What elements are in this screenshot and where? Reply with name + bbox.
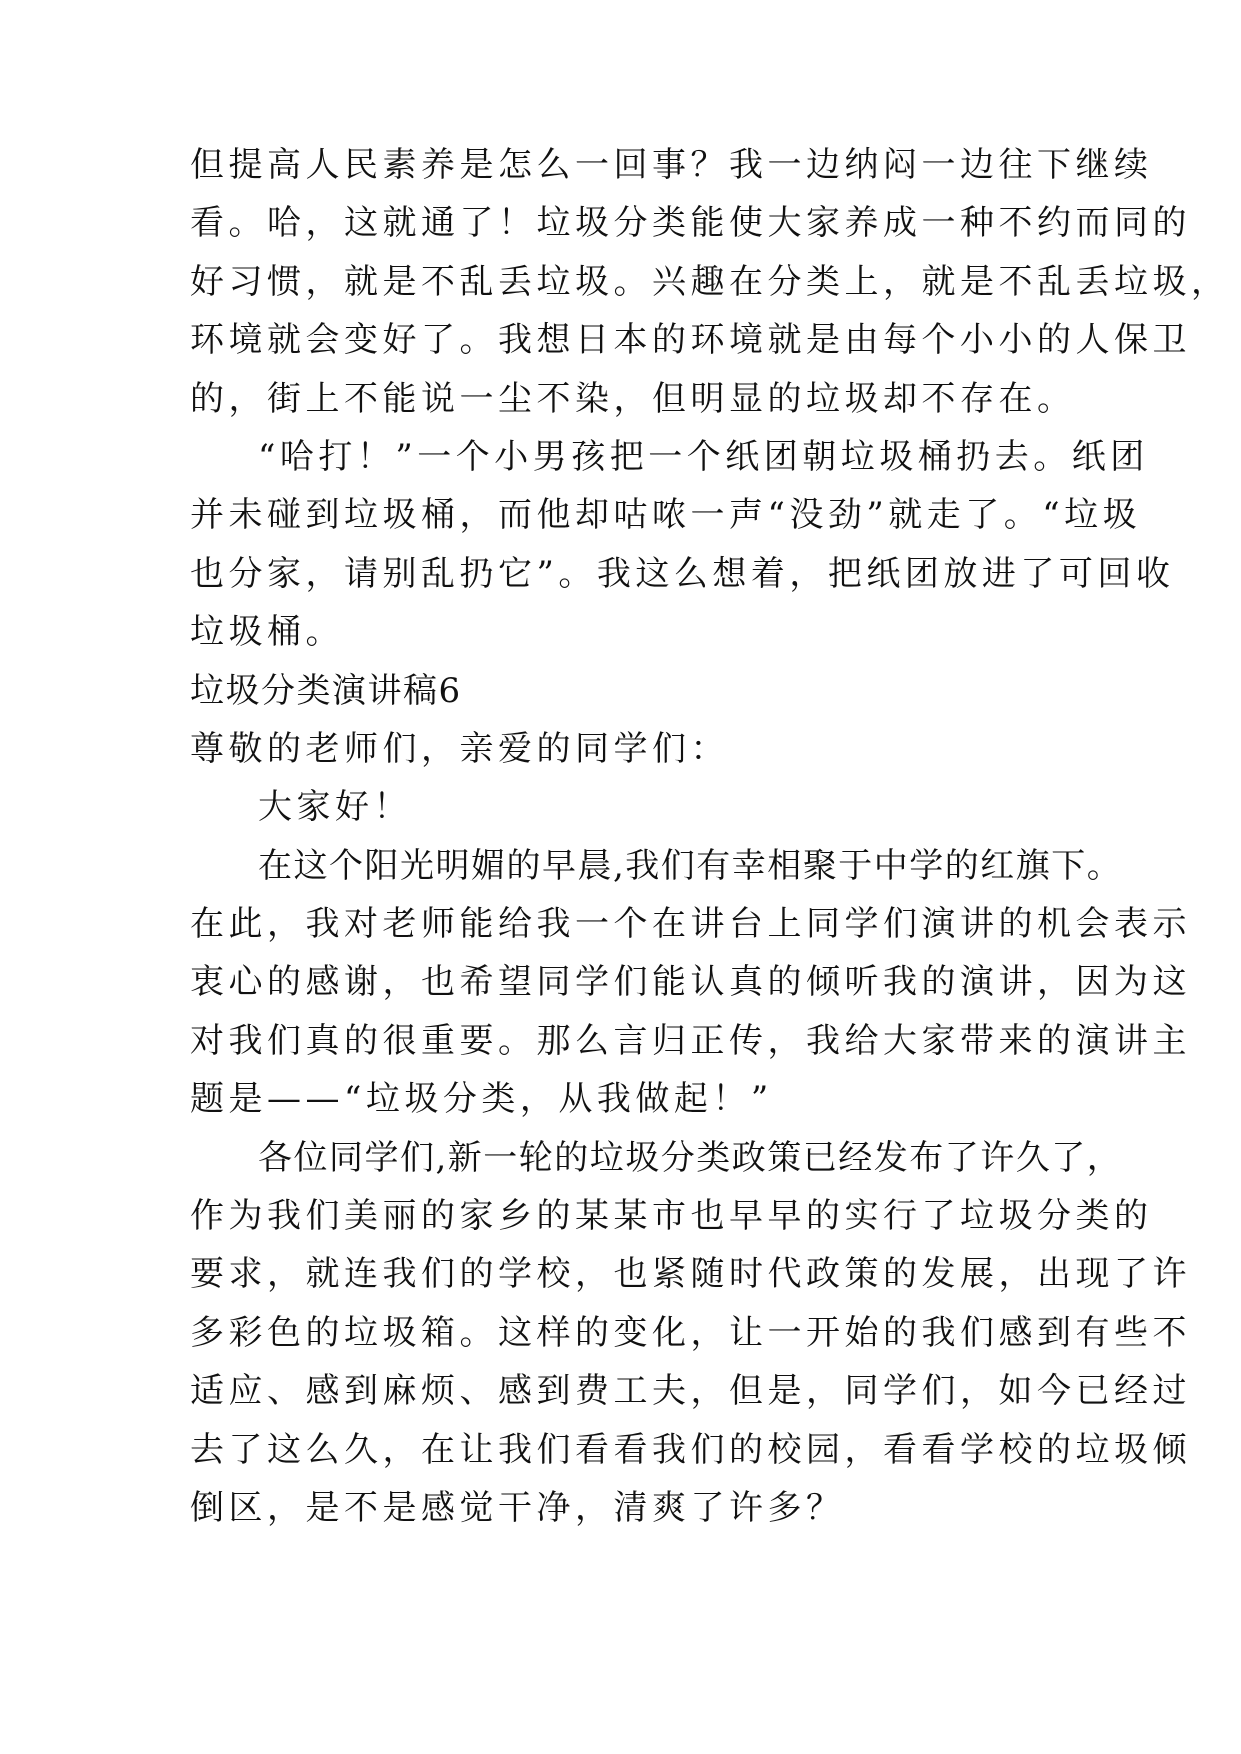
paragraph: [190, 136, 1230, 428]
text-line: 作为我们美丽的家乡的某某市也早早的实行了垃圾分类的: [190, 1196, 1153, 1237]
greeting: 大家好！: [258, 787, 412, 828]
text-line: 环境就会变好了。我想日本的环境就是由每个小小的人保卫: [190, 320, 1191, 361]
text-line: 题是——“垃圾分类，从我做起！”: [190, 1079, 773, 1120]
text-line: 对我们真的很重要。那么言归正传，我给大家带来的演讲主: [190, 1020, 1191, 1061]
text-line: “哈打！”一个小男孩把一个纸团朝垃圾桶扔去。纸团: [258, 436, 1149, 477]
text-line: 并未碰到垃圾桶，而他却咕哝一声“没劲”就走了。“垃圾: [190, 495, 1142, 536]
paragraph: [190, 837, 1191, 1129]
text-line: 在此，我对老师能给我一个在讲台上同学们演讲的机会表示: [190, 904, 1191, 945]
text-line: 适应、感到麻烦、感到费工夫，但是，同学们，如今已经过: [190, 1371, 1191, 1412]
paragraph: [190, 428, 1175, 662]
text-line: 衷心的感谢，也希望同学们能认真的倾听我的演讲，因为这: [190, 962, 1191, 1003]
text-line: 也分家，请别乱扔它”。我这么想着，把纸团放进了可回收: [190, 553, 1175, 594]
text-line: 在这个阳光明媚的早晨,我们有幸相聚于中学的红旗下。: [258, 845, 1123, 886]
text-line: 看。哈，这就通了！垃圾分类能使大家养成一种不约而同的: [190, 203, 1191, 244]
text-line: 垃圾桶。: [190, 612, 344, 653]
text-line: 倒区，是不是感觉干净，清爽了许多？: [190, 1487, 845, 1528]
text-line: 要求，就连我们的学校，也紧随时代政策的发展，出现了许: [190, 1254, 1191, 1295]
text-line: 多彩色的垃圾箱。这样的变化，让一开始的我们感到有些不: [190, 1312, 1191, 1353]
paragraph: [190, 1129, 1191, 1538]
salutation: 尊敬的老师们，亲爱的同学们：: [190, 728, 729, 769]
text-line: 好习惯，就是不乱丢垃圾。兴趣在分类上，就是不乱丢垃圾，: [190, 261, 1230, 302]
text-line: 各位同学们,新一轮的垃圾分类政策已经发布了许久了，: [258, 1137, 1123, 1178]
document-body: [190, 136, 1230, 1537]
text-line: 去了这么久，在让我们看看我们的校园，看看学校的垃圾倾: [190, 1429, 1191, 1470]
text-line: 的，街上不能说一尘不染，但明显的垃圾却不存在。: [190, 378, 1076, 419]
text-line: 但提高人民素养是怎么一回事？我一边纳闷一边往下继续: [190, 145, 1153, 185]
section-title: 垃圾分类演讲稿6: [190, 670, 462, 711]
